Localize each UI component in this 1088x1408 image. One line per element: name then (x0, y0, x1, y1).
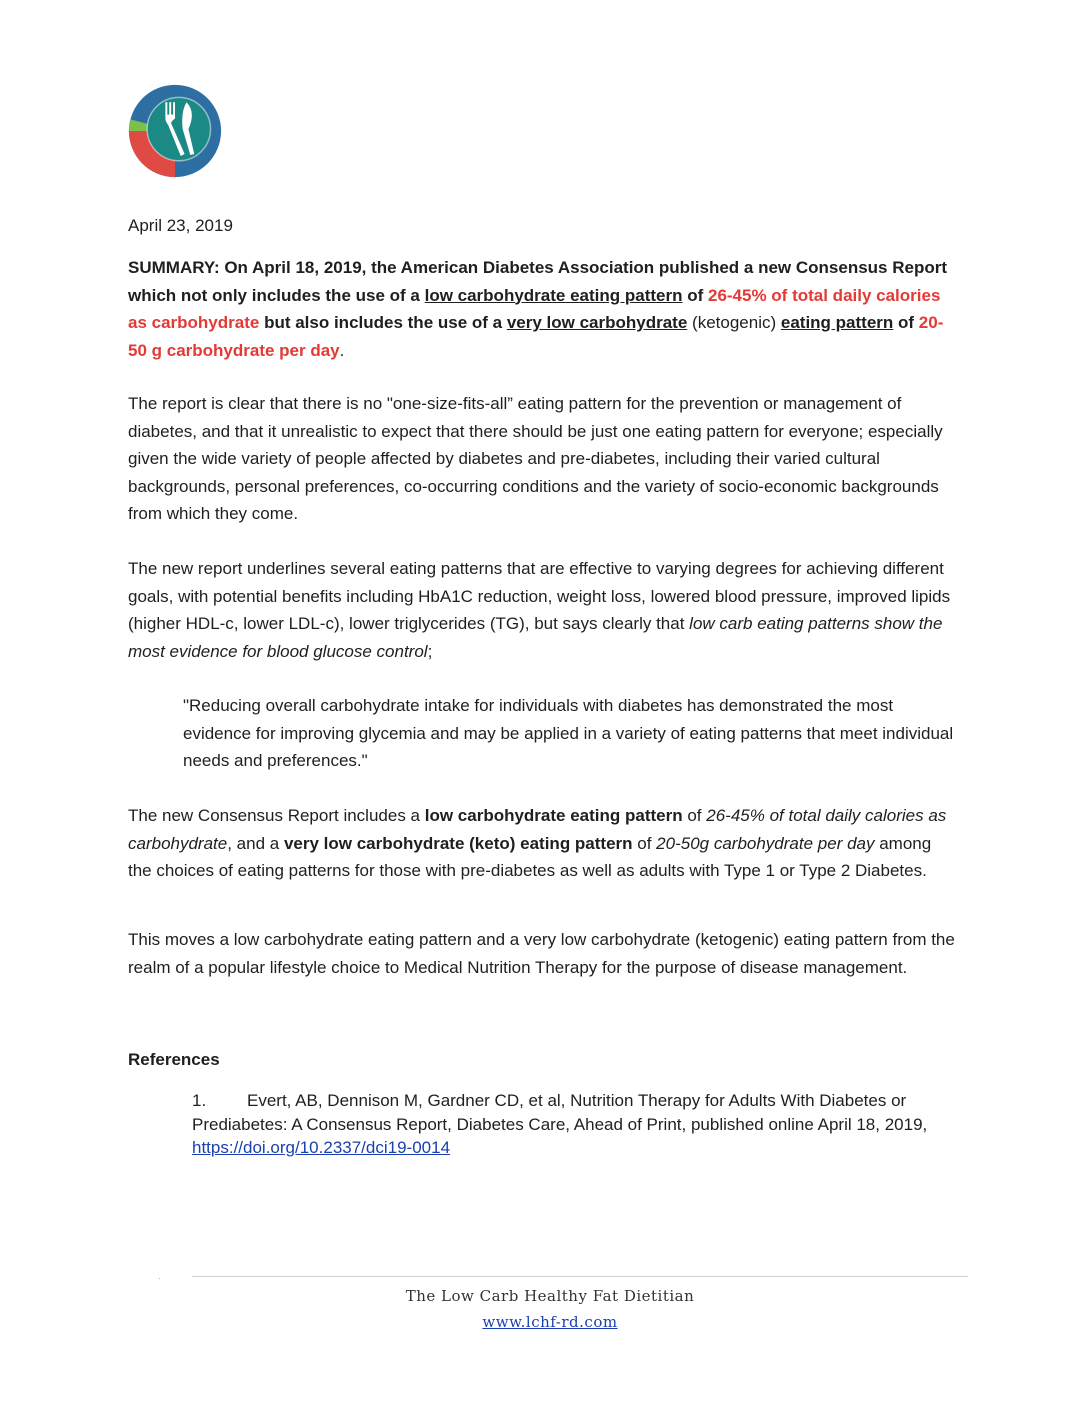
footer-url-line (0, 1313, 1088, 1331)
reference-text: Evert, AB, Dennison M, Gardner CD, et al, Nutrition Therapy for Adults With Diabetes or Prediabetes: A Consensus Report, Diabetes Care, Ahead of Print, published online April 18, 2019, (192, 1091, 928, 1134)
body-paragraph-consensus: The new Consensus Report includes a low carbohydrate eating pattern of 26-45% of total daily calories as carbohydrate, and a very low carbohydrate (keto) eating pattern of 20-50g carbohydrate per day among the choices of eating patterns for those with pre-diabetes as well as adults with Type 1 or Type 2 Diabetes. (128, 806, 947, 880)
reference-number: 1. (192, 1091, 207, 1110)
summary-paragraph: SUMMARY: On April 18, 2019, the American Diabetes Association published a new Consensus Report which not only includes the use of a low carbohydrate eating pattern of 26-45% of total daily calories as carbohydrate but also includes the use of a very low carbohydrate (ketogenic) eating pattern of 20-50 g carbohydrate per day. (128, 258, 948, 360)
fork-and-knife-plate-icon (127, 83, 223, 179)
body-paragraph-one-size: The report is clear that there is no "one-size-fits-all” eating pattern for the prevention or management of diabetes, and that it unrealistic to expect that there should be just one eating pattern for everyone; especially given the wide variety of people affected by diabetes and pre-diabetes, including their varied cultural backgrounds, personal preferences, co-occurring conditions and the variety of socio-economic backgrounds from which they come. (128, 394, 943, 523)
footer-divider (192, 1276, 968, 1277)
block-quote: "Reducing overall carbohydrate intake for individuals with diabetes has demonstrated the most evidence for improving glycemia and may be applied in a variety of eating patterns that meet individual needs and preferences." (183, 696, 954, 770)
body-paragraph-eating-patterns: The new report underlines several eating patterns that are effective to varying degrees for achieving different goals, with potential benefits including HbA1C reduction, weight loss, lowered blood pressure, improved lipids (higher HDL-c, lower LDL-c), lower triglycerides (TG), but says clearly that low carb eating patterns show the most evidence for blood glucose control; (128, 559, 951, 661)
footer-website-link[interactable]: www.lchf-rd.com (482, 1313, 618, 1331)
reference-doi-link[interactable]: https://doi.org/10.2337/dci19-0014 (192, 1138, 451, 1157)
reference-item (192, 1089, 972, 1160)
footer-mark: · (158, 1274, 161, 1283)
document-date: April 23, 2019 (128, 216, 233, 235)
footer-title: The Low Carb Healthy Fat Dietitian (405, 1287, 695, 1305)
references-heading: References (128, 1050, 220, 1069)
body-paragraph-mnt: This moves a low carbohydrate eating pattern and a very low carbohydrate (ketogenic) eating pattern from the realm of a popular lifestyle choice to Medical Nutrition Therapy for the purpose of disease management. (128, 930, 955, 977)
